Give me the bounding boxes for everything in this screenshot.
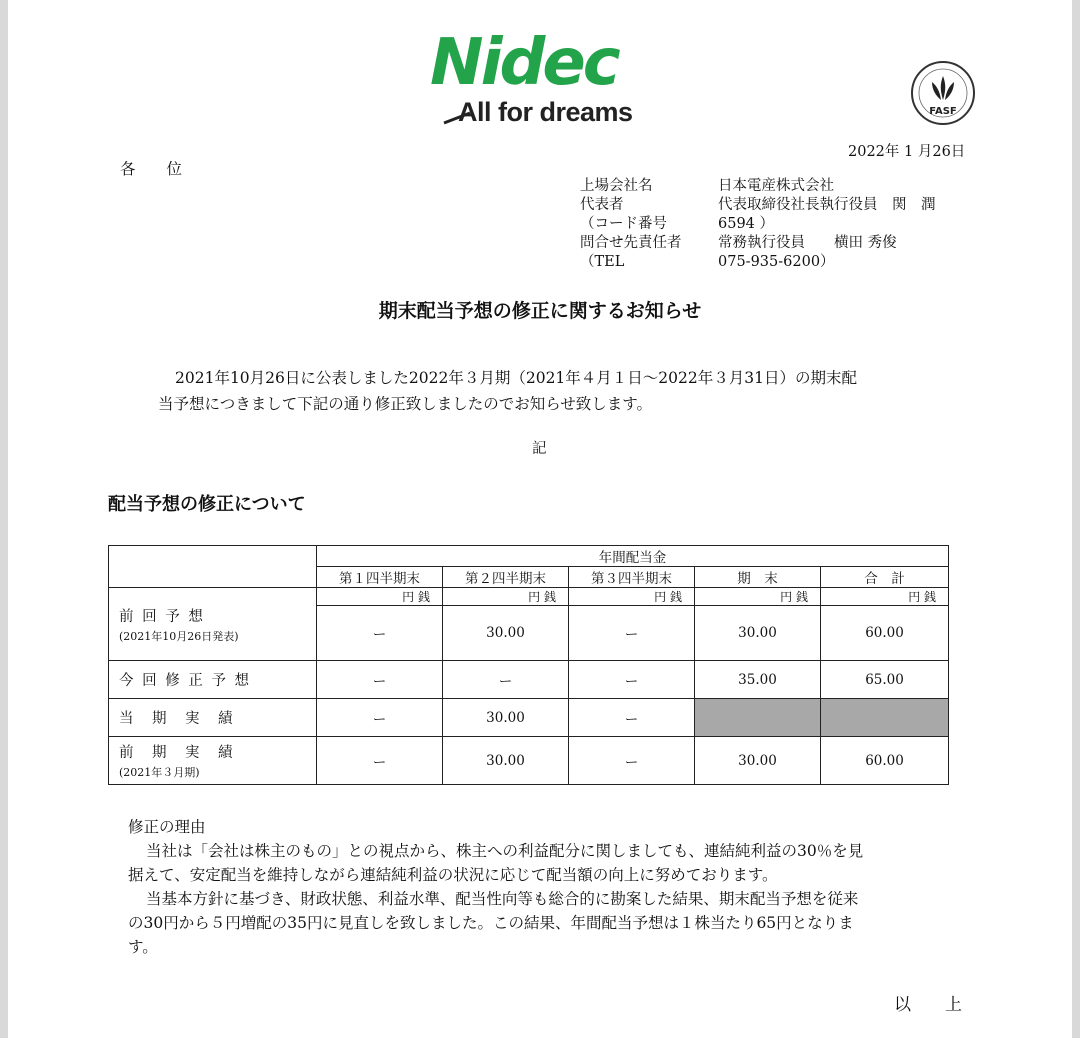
reason-p1-line-1: 当社は「会社は株主のもの」との視点から、株主への利益配分に関しましても、連結純利益の30％を見 bbox=[146, 842, 864, 860]
reason-p2-line-2: の30円から５円増配の35円に見直しを致しました。この結果、年間配当予想は１株当たり65円となりま bbox=[128, 914, 854, 932]
cell-value: ー bbox=[569, 737, 695, 785]
cell-value: ー bbox=[569, 699, 695, 737]
table-header-group-row bbox=[109, 546, 949, 567]
cell-value: ー bbox=[317, 737, 443, 785]
cell-value: 65.00 bbox=[821, 661, 949, 699]
company-value-4: 075-935-6200） bbox=[718, 254, 835, 270]
unit-label: 円 銭 bbox=[443, 588, 569, 606]
shaded-cell bbox=[695, 699, 821, 737]
cell-value: ー bbox=[317, 661, 443, 699]
row-label-text: 前 回 予 想 bbox=[119, 608, 205, 625]
intro-line-2: 当予想につきまして下記の通り修正致しましたのでお知らせ致します。 bbox=[158, 395, 652, 413]
col-header-total: 合 計 bbox=[821, 567, 949, 588]
seal-label: FASF bbox=[929, 106, 957, 117]
row-label-previous-forecast bbox=[109, 588, 317, 661]
row-label-revised-forecast: 今 回 修 正 予 想 bbox=[109, 661, 317, 699]
cell-value: ー bbox=[569, 606, 695, 661]
row-label-text: 前 期 実 績 bbox=[119, 745, 235, 761]
row-label-current-results: 当 期 実 績 bbox=[109, 699, 317, 737]
row-label-sub: (2021年10月26日発表) bbox=[119, 629, 239, 643]
cell-value: 30.00 bbox=[443, 737, 569, 785]
document-date: 2022年 1 月26日 bbox=[848, 144, 966, 160]
company-label-3: 問合せ先責任者 bbox=[580, 235, 682, 251]
cell-value: 30.00 bbox=[695, 737, 821, 785]
table-row bbox=[109, 699, 949, 737]
company-value-2: 6594 ） bbox=[718, 216, 775, 232]
company-value-0: 日本電産株式会社 bbox=[718, 178, 834, 194]
reason-heading: 修正の理由 bbox=[128, 818, 206, 836]
company-label-0: 上場会社名 bbox=[580, 178, 653, 194]
reason-p2-line-1: 当基本方針に基づき、財政状態、利益水準、配当性向等も総合的に勘案した結果、期末配当予想を従来 bbox=[146, 890, 859, 908]
nidec-logo: Nidec bbox=[430, 26, 618, 100]
company-value-3: 常務執行役員 横田 秀俊 bbox=[718, 235, 897, 251]
unit-label: 円 銭 bbox=[695, 588, 821, 606]
table-row bbox=[109, 661, 949, 699]
table-row bbox=[109, 588, 949, 606]
cell-value: ー bbox=[569, 661, 695, 699]
addressee: 各 位 bbox=[120, 160, 183, 178]
unit-label: 円 銭 bbox=[821, 588, 949, 606]
table-row bbox=[109, 737, 949, 785]
col-header-q1: 第１四半期末 bbox=[317, 567, 443, 588]
cell-value: ー bbox=[443, 661, 569, 699]
company-label-4: （TEL bbox=[580, 254, 625, 270]
shaded-cell bbox=[821, 699, 949, 737]
section-heading: 配当予想の修正について bbox=[108, 494, 306, 515]
company-label-1: 代表者 bbox=[580, 197, 624, 213]
company-label-2: （コード番号 bbox=[580, 216, 667, 232]
cell-value: 30.00 bbox=[443, 699, 569, 737]
col-header-yearend: 期 末 bbox=[695, 567, 821, 588]
row-label-prior-results bbox=[109, 737, 317, 785]
cell-value: 60.00 bbox=[821, 606, 949, 661]
table-corner-cell bbox=[109, 546, 317, 588]
unit-label: 円 銭 bbox=[569, 588, 695, 606]
closing-mark: 以 上 bbox=[894, 995, 962, 1015]
unit-label: 円 銭 bbox=[317, 588, 443, 606]
ki-mark: 記 bbox=[532, 441, 547, 457]
row-label-sub: (2021年３月期) bbox=[119, 766, 200, 779]
cell-value: ー bbox=[317, 606, 443, 661]
col-header-q3: 第３四半期末 bbox=[569, 567, 695, 588]
cell-value: 60.00 bbox=[821, 737, 949, 785]
logo-tagline bbox=[458, 97, 633, 127]
swoosh-icon bbox=[442, 110, 472, 126]
group-header: 年間配当金 bbox=[317, 546, 949, 567]
cell-value: 30.00 bbox=[695, 606, 821, 661]
col-header-q2: 第２四半期末 bbox=[443, 567, 569, 588]
cell-value: 35.00 bbox=[695, 661, 821, 699]
dividend-table bbox=[108, 545, 949, 785]
fasf-seal-icon bbox=[910, 60, 976, 126]
reason-p1-line-2: 据えて、安定配当を維持しながら連結純利益の状況に応じて配当額の向上に努めております。 bbox=[128, 866, 778, 884]
reason-p2-line-3: す。 bbox=[128, 938, 158, 956]
cell-value: ー bbox=[317, 699, 443, 737]
document-page bbox=[8, 0, 1072, 1038]
document-title: 期末配当予想の修正に関するお知らせ bbox=[378, 300, 702, 322]
cell-value: 30.00 bbox=[443, 606, 569, 661]
tagline-text: All for dreams bbox=[458, 97, 633, 127]
intro-line-1: 2021年10月26日に公表しました2022年３月期（2021年４月１日～2022年３月31日）の期末配 bbox=[175, 369, 857, 387]
company-value-1: 代表取締役社長執行役員 関 潤 bbox=[718, 197, 936, 213]
